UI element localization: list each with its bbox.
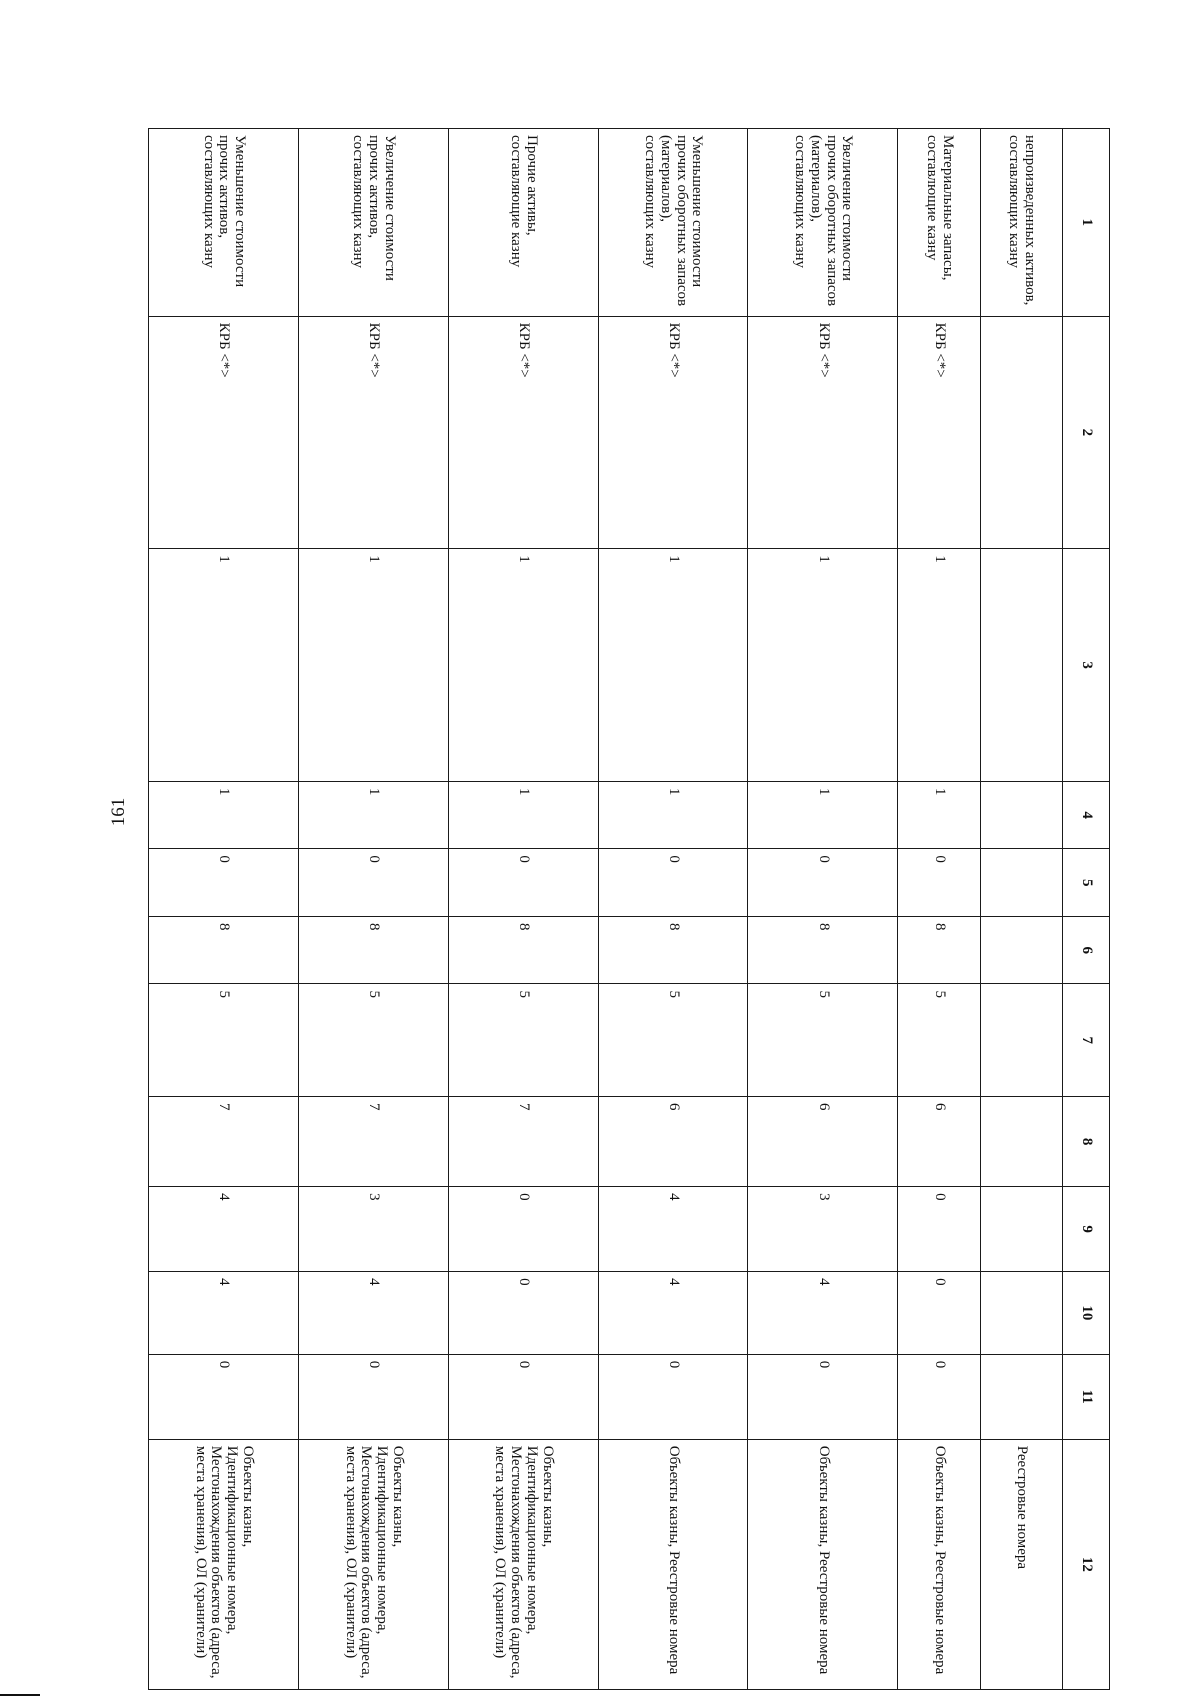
table-cell-col-7: 5 [748,984,898,1097]
table-cell-col-2: КРБ <*> [598,316,748,549]
table-cell-col-3: 1 [898,549,980,782]
col-header-2: 2 [1063,316,1110,549]
table-cell-col-6: 8 [748,916,898,984]
table-cell-col-2: КРБ <*> [448,316,598,549]
table-cell-col-3: 1 [748,549,898,782]
table-cell-col-3: 1 [448,549,598,782]
table-cell-col-7: 5 [149,984,299,1097]
table-cell-col-12: Объекты казны, Идентификационные номера, Местонахождения объектов (адреса, места хранения), ОЛ (хранители) [298,1439,448,1689]
table-cell-col-8: 6 [898,1097,980,1187]
table-cell-col-2: КРБ <*> [748,316,898,549]
table-cell-col-10: 4 [149,1272,299,1355]
col-header-8: 8 [1063,1097,1110,1187]
table-cell-col-9: 4 [149,1187,299,1272]
table-cell-col-5: 0 [149,849,299,917]
table-cell-col-10: 4 [298,1272,448,1355]
table-cell-col-7: 5 [598,984,748,1097]
table-cell-col-1: Увеличение стоимости прочих активов, составляющих казну [298,129,448,317]
table-cell-col-5: 0 [898,849,980,917]
col-header-9: 9 [1063,1187,1110,1272]
table-cell-col-12: Объекты казны, Реестровые номера [598,1439,748,1689]
table-cell-col-1: Уменьшение стоимости прочих оборотных запасов (материалов), составляющих казну [598,129,748,317]
table-cell-col-4: 1 [748,781,898,849]
col-header-10: 10 [1063,1272,1110,1355]
table-cell-col-7: 5 [448,984,598,1097]
table-row [898,129,980,1690]
table-cell-col-4: 1 [298,781,448,849]
table-cell-col-6: 8 [898,916,980,984]
table-cell-col-8: 7 [448,1097,598,1187]
table-cell-col-6: 8 [598,916,748,984]
table-cell-col-10: 4 [598,1272,748,1355]
table-cell-col-11: 0 [448,1354,598,1439]
header-row [1063,129,1110,1690]
table-cell-col-1: Материальные запасы, составлющие казну [898,129,980,317]
table-cell-col-8: 6 [598,1097,748,1187]
table-cell-col-3 [980,549,1062,782]
table-cell-col-5: 0 [448,849,598,917]
col-header-5: 5 [1063,849,1110,917]
table-cell-col-2: КРБ <*> [298,316,448,549]
table-row [598,129,748,1690]
table-cell-col-6: 8 [149,916,299,984]
table-cell-col-8 [980,1097,1062,1187]
table-cell-col-12: Объекты казны, Идентификационные номера, Местонахождения объектов (адреса, места хранения), ОЛ (хранители) [448,1439,598,1689]
table-row [298,129,448,1690]
table-cell-col-10: 0 [448,1272,598,1355]
table-cell-col-12: Объекты казны, Реестровые номера [748,1439,898,1689]
table-cell-col-12: Объекты казны, Реестровые номера [898,1439,980,1689]
table-cell-col-3: 1 [598,549,748,782]
table-cell-col-9: 0 [448,1187,598,1272]
table-cell-col-9: 3 [298,1187,448,1272]
table-cell-col-6 [980,916,1062,984]
table-cell-col-5: 0 [748,849,898,917]
table-cell-col-6: 8 [298,916,448,984]
table-cell-col-4: 1 [149,781,299,849]
table-cell-col-4: 1 [598,781,748,849]
table-cell-col-9: 4 [598,1187,748,1272]
table-cell-col-12: Реестровые номера [980,1439,1062,1689]
table-cell-col-7: 5 [298,984,448,1097]
rotated-table-container [148,128,1110,1690]
table-cell-col-7: 5 [898,984,980,1097]
table-cell-col-8: 6 [748,1097,898,1187]
table-cell-col-10: 0 [898,1272,980,1355]
table-cell-col-2 [980,316,1062,549]
table-cell-col-1: Увеличение стоимости прочих оборотных запасов (материалов), составляющих казну [748,129,898,317]
table-cell-col-11: 0 [748,1354,898,1439]
table-cell-col-4 [980,781,1062,849]
table-row [980,129,1062,1690]
table-cell-col-5: 0 [598,849,748,917]
table-cell-col-10 [980,1272,1062,1355]
table-cell-col-11: 0 [149,1354,299,1439]
table-cell-col-7 [980,984,1062,1097]
table-cell-col-11 [980,1354,1062,1439]
table-cell-col-11: 0 [898,1354,980,1439]
table-cell-col-9 [980,1187,1062,1272]
accounting-table [148,128,1110,1690]
table-cell-col-1: Прочие активы, составляющие казну [448,129,598,317]
table-cell-col-6: 8 [448,916,598,984]
table-cell-col-5: 0 [298,849,448,917]
table-cell-col-10: 4 [748,1272,898,1355]
table-row [748,129,898,1690]
col-header-4: 4 [1063,781,1110,849]
table-cell-col-4: 1 [898,781,980,849]
table-cell-col-9: 0 [898,1187,980,1272]
table-row [149,129,299,1690]
table-cell-col-1: непроизведенных активов, составляющих казну [980,129,1062,317]
table-cell-col-11: 0 [598,1354,748,1439]
col-header-1: 1 [1063,129,1110,317]
table-cell-col-2: КРБ <*> [149,316,299,549]
page-number: 161 [108,797,129,827]
table-cell-col-3: 1 [298,549,448,782]
table-cell-col-1: Уменьшение стоимости прочих активов, составляющих казну [149,129,299,317]
table-cell-col-8: 7 [298,1097,448,1187]
col-header-7: 7 [1063,984,1110,1097]
col-header-6: 6 [1063,916,1110,984]
table-cell-col-9: 3 [748,1187,898,1272]
table-cell-col-3: 1 [149,549,299,782]
col-header-11: 11 [1063,1354,1110,1439]
table-cell-col-2: КРБ <*> [898,316,980,549]
col-header-12: 12 [1063,1439,1110,1689]
table-cell-col-12: Объекты казны, Идентификационные номера, Местонахождения объектов (адреса, места хранения), ОЛ (хранители) [149,1439,299,1689]
table-cell-col-5 [980,849,1062,917]
table-row [448,129,598,1690]
table-cell-col-11: 0 [298,1354,448,1439]
table-cell-col-8: 7 [149,1097,299,1187]
table-cell-col-4: 1 [448,781,598,849]
col-header-3: 3 [1063,549,1110,782]
